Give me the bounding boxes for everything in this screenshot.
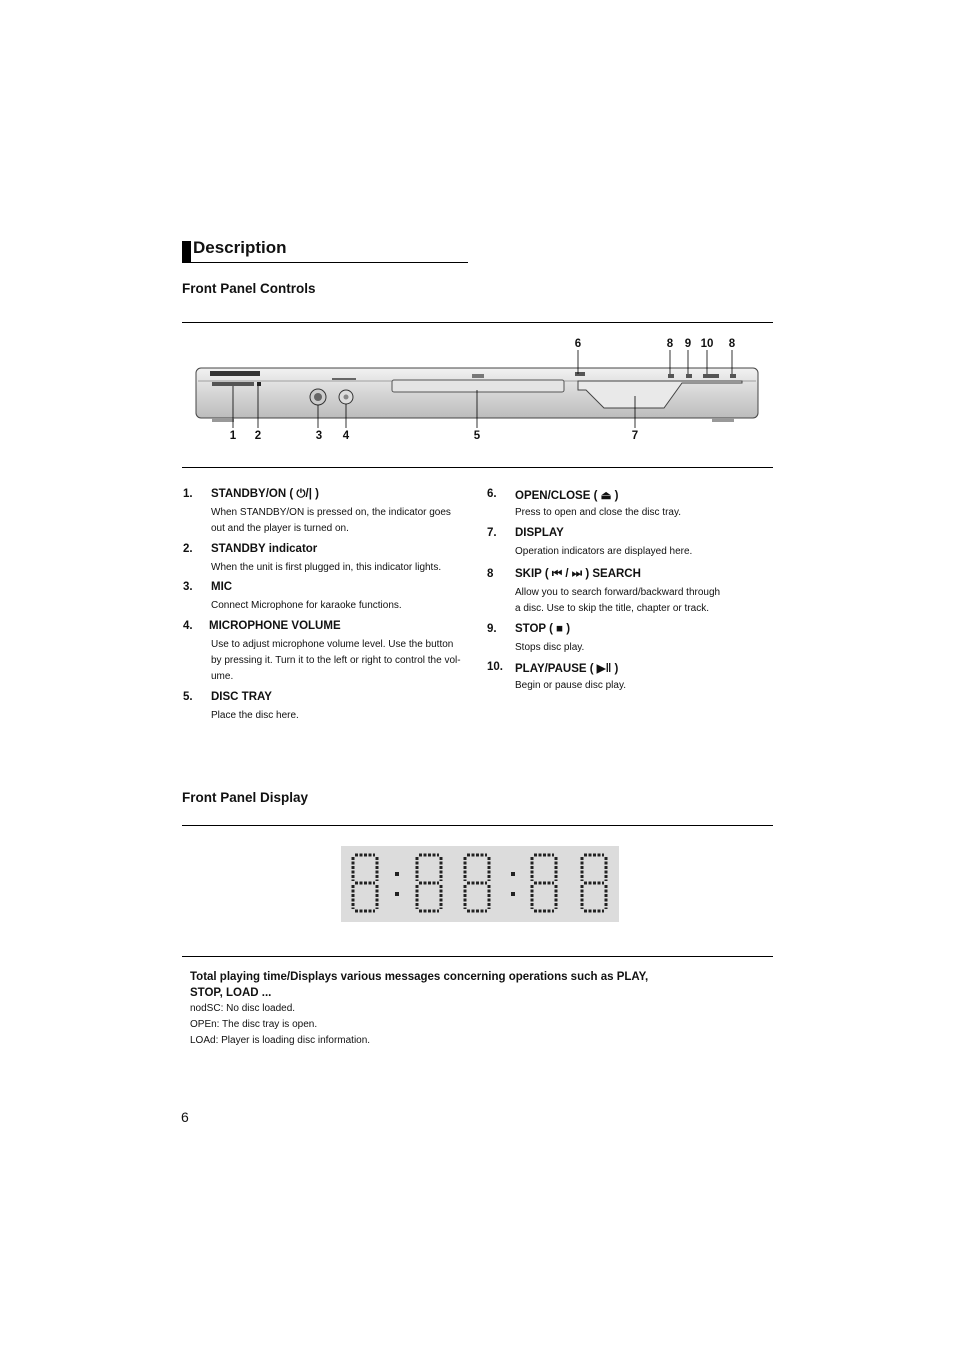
list-item-open-close [487, 488, 773, 520]
item-number: 9. [487, 623, 497, 635]
list-item-mic [183, 581, 473, 613]
list-item-display [487, 527, 773, 559]
list-item-standby-indicator [183, 543, 473, 575]
item-heading: STOP ( ■ ) [515, 623, 571, 635]
item-heading: STANDBY/ON ( ⏻/| ) [211, 488, 319, 500]
section-title [182, 238, 468, 263]
item-number: 4. [183, 620, 193, 632]
divider-display-top [182, 825, 773, 826]
item-description [515, 505, 681, 521]
desc-line: When the unit is first plugged in, this indicator lights. [211, 562, 442, 573]
note-open: OPEn: The disc tray is open. [190, 1019, 318, 1030]
callout-4: 4 [342, 430, 350, 442]
callout-7: 7 [631, 430, 639, 442]
desc-line: by pressing it. Turn it to the left or right to control the vol- [211, 655, 461, 666]
desc-line: out and the player is turned on. [211, 523, 349, 534]
note-load: LOAd: Player is loading disc information. [190, 1035, 371, 1046]
list-item-disc-tray [183, 691, 473, 723]
callout-6: 6 [574, 338, 582, 350]
divider-display-bottom [182, 956, 773, 957]
page-number: 6 [181, 1109, 189, 1125]
page-title: Description [193, 238, 287, 257]
note-nodsc: nodSC: No disc loaded. [190, 1003, 296, 1014]
item-number: 8 [487, 568, 494, 580]
desc-line: Press to open and close the disc tray. [515, 507, 682, 518]
desc-line: a disc. Use to skip the title, chapter or track. [515, 603, 709, 614]
list-item-standby-on [183, 488, 473, 536]
item-description [211, 560, 441, 576]
item-heading: DISC TRAY [211, 691, 272, 703]
divider-top [182, 322, 773, 323]
desc-line: Begin or pause disc play. [515, 680, 626, 691]
item-description [515, 640, 584, 656]
desc-line: When STANDBY/ON is pressed on, the indicator goes [211, 507, 451, 518]
segment-display-illustration [341, 846, 619, 922]
item-description [211, 505, 451, 537]
item-number: 2. [183, 543, 193, 555]
item-description [515, 585, 720, 617]
desc-line: ume. [211, 671, 234, 682]
note-heading-line: STOP, LOAD ... [190, 987, 272, 999]
item-number: 10. [487, 661, 503, 673]
list-item-skip-search [487, 568, 773, 616]
divider-controls-bottom [182, 467, 773, 468]
item-number: 6. [487, 488, 497, 500]
item-description [211, 637, 461, 685]
desc-line: Place the disc here. [211, 710, 299, 721]
callout-9: 9 [684, 338, 692, 350]
front-panel-display-heading: Front Panel Display [182, 790, 309, 805]
desc-line: Allow you to search forward/backward through [515, 587, 721, 598]
callout-1: 1 [229, 430, 237, 442]
dvd-player-illustration [182, 330, 773, 455]
desc-line: Use to adjust microphone volume level. Use the button [211, 639, 454, 650]
item-heading: PLAY/PAUSE ( ▶‖ ) [515, 663, 619, 675]
item-heading: MIC [211, 581, 233, 593]
display-notes [190, 969, 773, 1049]
desc-line: Operation indicators are displayed here. [515, 546, 693, 557]
item-number: 5. [183, 691, 193, 703]
title-bar-marker [182, 241, 191, 263]
item-description [515, 544, 692, 560]
list-item-stop [487, 623, 773, 655]
desc-line: Connect Microphone for karaoke functions. [211, 600, 402, 611]
item-number: 1. [183, 488, 193, 500]
item-description [515, 678, 626, 694]
item-description [211, 708, 299, 724]
front-panel-controls-heading: Front Panel Controls [182, 281, 316, 296]
item-number: 7. [487, 527, 497, 539]
item-heading: SKIP ( ⏮ / ⏭ ) SEARCH [515, 568, 641, 580]
item-heading: OPEN/CLOSE ( ⏏ ) [515, 490, 619, 502]
callout-2: 2 [254, 430, 262, 442]
item-heading: MICROPHONE VOLUME [209, 620, 341, 632]
callout-10: 10 [700, 338, 714, 350]
item-heading: STANDBY indicator [211, 543, 318, 555]
callout-8-right: 8 [728, 338, 736, 350]
item-number: 3. [183, 581, 193, 593]
segment-digits [341, 846, 619, 922]
callout-8-left: 8 [666, 338, 674, 350]
callout-3: 3 [315, 430, 323, 442]
item-description [211, 598, 402, 614]
display-note-heading [190, 969, 773, 1001]
note-heading-line: Total playing time/Displays various messages concerning operations such as PLAY, [190, 971, 649, 983]
list-item-microphone-volume [183, 620, 473, 684]
list-item-play-pause [487, 661, 773, 693]
callout-5: 5 [473, 430, 481, 442]
desc-line: Stops disc play. [515, 642, 585, 653]
item-heading: DISPLAY [515, 527, 564, 539]
